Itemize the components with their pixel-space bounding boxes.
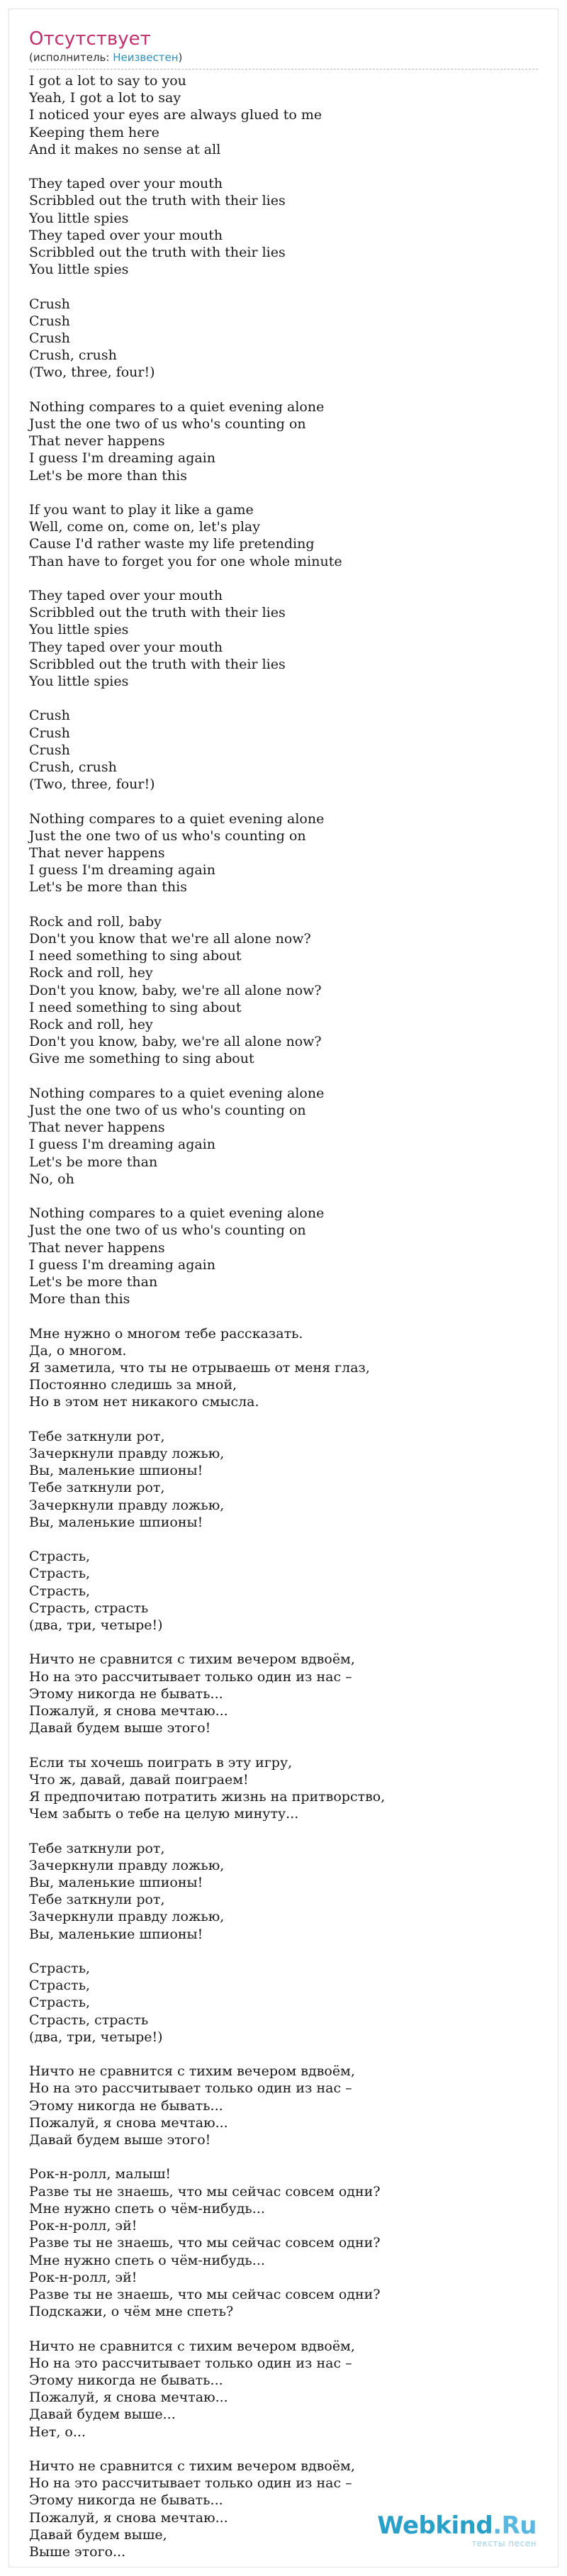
lyrics-stanza <box>29 2063 538 2148</box>
lyrics-line: Crush <box>29 725 70 741</box>
lyrics-line: I guess I'm dreaming again <box>29 862 215 879</box>
lyrics-line: I guess I'm dreaming again <box>29 450 215 467</box>
lyrics-line: That never happens <box>29 1239 165 1256</box>
lyrics-line: Страсть, <box>29 1583 91 1599</box>
lyrics-line: That never happens <box>29 845 165 862</box>
lyrics-stanza <box>29 587 538 690</box>
lyrics-line: Разве ты не знаешь, что мы сейчас совсем одни? <box>29 2183 381 2199</box>
lyrics-stanza <box>29 1085 538 1188</box>
lyrics-line: Ничто не сравнится с тихим вечером вдвоём, <box>29 2458 355 2474</box>
lyrics-line: Зачеркнули правду ложью, <box>29 1446 225 1462</box>
lyrics-line: Rock and roll, hey <box>29 1017 153 1033</box>
lyrics-line: Но на это рассчитывает только один из нас – <box>29 2355 352 2371</box>
lyrics-line: Тебе заткнули рот, <box>29 1840 165 1856</box>
lyrics-line: Страсть, <box>29 1978 91 1994</box>
lyrics-line: You little spies <box>29 262 129 278</box>
lyrics-line: Но на это рассчитывает только один из нас – <box>29 1668 352 1685</box>
lyrics-line: Зачеркнули правду ложью, <box>29 1909 225 1925</box>
lyrics-line: Давай будем выше этого! <box>29 1720 211 1736</box>
lyrics-line: Just the one two of us who's counting on <box>29 1222 306 1239</box>
lyrics-body <box>29 72 538 2560</box>
artist-line <box>29 50 538 65</box>
lyrics-line: Этому никогда не бывать... <box>29 2372 223 2388</box>
lyrics-line: Рок-н-ролл, эй! <box>29 2218 137 2234</box>
lyrics-stanza <box>29 1428 538 1531</box>
lyrics-line: I guess I'm dreaming again <box>29 1256 215 1273</box>
lyrics-line: Давай будем выше... <box>29 2407 176 2423</box>
artist-link[interactable]: Неизвестен <box>113 51 179 64</box>
lyrics-line: They taped over your mouth <box>29 588 223 604</box>
lyrics-line: Crush <box>29 330 70 347</box>
lyrics-line: I need something to sing about <box>29 948 242 964</box>
lyrics-line: They taped over your mouth <box>29 227 223 243</box>
lyrics-line: Но в этом нет никакого смысла. <box>29 1394 259 1410</box>
lyrics-line: Scribbled out the truth with their lies <box>29 245 286 261</box>
lyrics-stanza <box>29 2338 538 2441</box>
lyrics-stanza <box>29 175 538 278</box>
lyrics-line: I noticed your eyes are always glued to me <box>29 107 322 123</box>
lyrics-line: Nothing compares to a quiet evening alone <box>29 1085 325 1101</box>
lyrics-line: Crush <box>29 708 70 724</box>
lyrics-stanza <box>29 1205 538 1307</box>
lyrics-line: (два, три, четыре!) <box>29 1617 163 1634</box>
lyrics-line: Рок-н-ролл, эй! <box>29 2269 137 2285</box>
lyrics-line: Ничто не сравнится с тихим вечером вдвоём, <box>29 2338 355 2354</box>
lyrics-line: Give me something to sing about <box>29 1051 254 1067</box>
lyrics-line: Давай будем выше этого! <box>29 2132 211 2148</box>
artist-suffix: ) <box>178 51 183 64</box>
lyrics-line: Than have to forget you for one whole minute <box>29 553 342 569</box>
lyrics-line: Страсть, <box>29 1961 91 1977</box>
lyrics-line: They taped over your mouth <box>29 176 223 192</box>
lyrics-line: Вы, маленькие шпионы! <box>29 1875 203 1891</box>
lyrics-line: Вы, маленькие шпионы! <box>29 1926 203 1942</box>
lyrics-page <box>9 9 558 2567</box>
lyrics-line: Crush, crush <box>29 347 117 364</box>
lyrics-line: Well, come on, come on, let's play <box>29 519 260 535</box>
lyrics-line: Just the one two of us who's counting on <box>29 827 306 844</box>
lyrics-line: Crush, crush <box>29 759 117 776</box>
lyrics-line: Страсть, <box>29 1549 91 1565</box>
song-header <box>29 28 538 69</box>
lyrics-line: Пожалуй, я снова мечтаю... <box>29 2390 228 2406</box>
lyrics-line: Разве ты не знаешь, что мы сейчас совсем одни? <box>29 2235 381 2251</box>
lyrics-line: Страсть, <box>29 1566 91 1582</box>
lyrics-line: Да, о многом. <box>29 1342 127 1359</box>
lyrics-line: Let's be more than this <box>29 879 187 896</box>
lyrics-line: Чем забыть о тебе на целую минуту... <box>29 1806 299 1822</box>
lyrics-line: Разве ты не знаешь, что мы сейчас совсем одни? <box>29 2286 381 2302</box>
lyrics-line: Rock and roll, baby <box>29 913 162 930</box>
lyrics-line: Don't you know that we're all alone now? <box>29 931 311 947</box>
lyrics-line: Nothing compares to a quiet evening alone <box>29 398 325 415</box>
lyrics-line: Страсть, <box>29 1995 91 2011</box>
lyrics-line: Но на это рассчитывает только один из нас – <box>29 2080 352 2097</box>
lyrics-line: Scribbled out the truth with their lies <box>29 193 286 209</box>
lyrics-stanza <box>29 72 538 158</box>
lyrics-line: Нет, о... <box>29 2424 86 2440</box>
artist-prefix: (исполнитель: <box>29 51 113 64</box>
lyrics-line: They taped over your mouth <box>29 639 223 655</box>
lyrics-line: Ничто не сравнится с тихим вечером вдвоём, <box>29 2063 355 2080</box>
logo-tld: .Ru <box>493 2511 537 2540</box>
lyrics-line: Страсть, страсть <box>29 1600 149 1616</box>
lyrics-line: Don't you know, baby, we're all alone now? <box>29 982 322 998</box>
lyrics-line: You little spies <box>29 674 129 690</box>
lyrics-stanza <box>29 2165 538 2320</box>
lyrics-line: Пожалуй, я снова мечтаю... <box>29 1703 228 1719</box>
lyrics-line: Yeah, I got a lot to say <box>29 90 181 106</box>
lyrics-line: Но на это рассчитывает только один из нас – <box>29 2475 352 2492</box>
lyrics-line: Just the one two of us who's counting on <box>29 1103 306 1119</box>
lyrics-line: Постоянно следишь за мной, <box>29 1377 237 1393</box>
lyrics-stanza <box>29 1651 538 1736</box>
lyrics-stanza <box>29 913 538 1068</box>
lyrics-line: Rock and roll, hey <box>29 965 153 981</box>
lyrics-line: Страсть, страсть <box>29 2012 149 2028</box>
lyrics-line: Этому никогда не бывать... <box>29 1685 223 1702</box>
lyrics-line: Crush <box>29 742 70 758</box>
lyrics-line: Keeping them here <box>29 124 159 140</box>
lyrics-line: Давай будем выше, <box>29 2526 167 2543</box>
lyrics-stanza <box>29 296 538 381</box>
lyrics-line: Ничто не сравнится с тихим вечером вдвоём, <box>29 1651 355 1668</box>
lyrics-line: I need something to sing about <box>29 999 242 1015</box>
lyrics-line: Если ты хочешь поиграть в эту игру, <box>29 1754 293 1771</box>
lyrics-line: (два, три, четыре!) <box>29 2029 163 2045</box>
lyrics-line: Let's be more than <box>29 1274 158 1290</box>
lyrics-line: If you want to play it like a game <box>29 502 254 518</box>
lyrics-line: Вы, маленькие шпионы! <box>29 1463 203 1479</box>
lyrics-line: Nothing compares to a quiet evening alone <box>29 810 325 827</box>
lyrics-line: More than this <box>29 1291 130 1307</box>
lyrics-line: Я предпочитаю потратить жизнь на притворство, <box>29 1789 386 1805</box>
lyrics-line: Let's be more than this <box>29 467 187 484</box>
lyrics-line: Мне нужно спеть о чём-нибудь... <box>29 2200 265 2217</box>
lyrics-line: Рок-н-ролл, малыш! <box>29 2166 172 2182</box>
lyrics-line: Don't you know, baby, we're all alone now? <box>29 1034 322 1050</box>
lyrics-line: That never happens <box>29 433 165 450</box>
lyrics-line: Этому никогда не бывать... <box>29 2492 223 2509</box>
lyrics-line: Let's be more than <box>29 1154 158 1170</box>
lyrics-line: (Two, three, four!) <box>29 776 155 793</box>
logo-brand: Webkind <box>377 2511 493 2540</box>
lyrics-stanza <box>29 810 538 896</box>
lyrics-line: No, oh <box>29 1171 74 1187</box>
lyrics-line: Scribbled out the truth with their lies <box>29 656 286 672</box>
lyrics-line: I guess I'm dreaming again <box>29 1137 215 1153</box>
lyrics-line: Crush <box>29 296 70 312</box>
lyrics-line: Тебе заткнули рот, <box>29 1428 165 1444</box>
lyrics-line: Пожалуй, я снова мечтаю... <box>29 2114 228 2131</box>
lyrics-line: Nothing compares to a quiet evening alone <box>29 1205 325 1222</box>
lyrics-line: Пожалуй, я снова мечтаю... <box>29 2509 228 2526</box>
site-logo[interactable] <box>377 2513 537 2548</box>
lyrics-stanza <box>29 1840 538 1943</box>
lyrics-line: Выше этого... <box>29 2543 126 2560</box>
lyrics-line: (Two, three, four!) <box>29 364 155 381</box>
lyrics-line: Scribbled out the truth with their lies <box>29 605 286 621</box>
lyrics-stanza <box>29 1325 538 1411</box>
logo-tagline: тексты песен <box>471 2538 537 2548</box>
song-title: Отсутствует <box>29 28 151 50</box>
lyrics-line: Тебе заткнули рот, <box>29 1480 165 1496</box>
lyrics-line: I got a lot to say to you <box>29 73 186 89</box>
lyrics-line: Just the one two of us who's counting on <box>29 416 306 433</box>
lyrics-line: Вы, маленькие шпионы! <box>29 1514 203 1530</box>
lyrics-stanza <box>29 707 538 793</box>
lyrics-line: Мне нужно спеть о чём-нибудь... <box>29 2252 265 2268</box>
lyrics-line: Что ж, давай, давай поиграем! <box>29 1771 249 1788</box>
lyrics-line: That never happens <box>29 1120 165 1136</box>
lyrics-stanza <box>29 1548 538 1634</box>
lyrics-line: Этому никогда не бывать... <box>29 2097 223 2114</box>
lyrics-line: And it makes no sense at all <box>29 141 221 157</box>
lyrics-stanza <box>29 398 538 484</box>
lyrics-line: Crush <box>29 313 70 329</box>
lyrics-line: Cause I'd rather waste my life pretending <box>29 536 315 552</box>
lyrics-line: Тебе заткнули рот, <box>29 1892 165 1908</box>
lyrics-line: Я заметила, что ты не отрываешь от меня глаз, <box>29 1360 370 1376</box>
lyrics-line: Подскажи, о чём мне спеть? <box>29 2304 234 2320</box>
lyrics-line: Мне нужно о многом тебе рассказать. <box>29 1325 303 1342</box>
lyrics-stanza <box>29 1754 538 1823</box>
lyrics-stanza <box>29 1960 538 2046</box>
lyrics-line: You little spies <box>29 210 129 226</box>
lyrics-stanza <box>29 501 538 570</box>
lyrics-line: Зачеркнули правду ложью, <box>29 1857 225 1873</box>
lyrics-line: You little spies <box>29 622 129 638</box>
lyrics-line: Зачеркнули правду ложью, <box>29 1497 225 1513</box>
